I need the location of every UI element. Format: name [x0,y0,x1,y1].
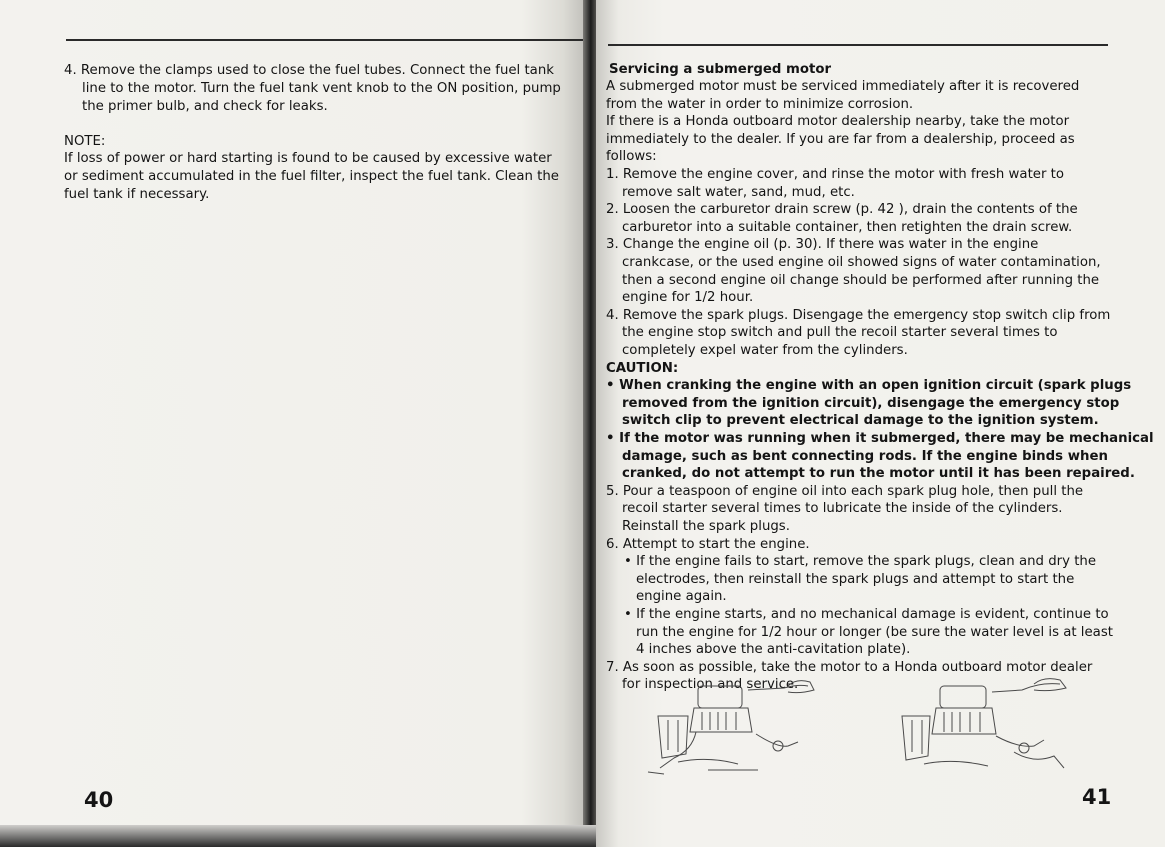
right-body-line: 7. As soon as possible, take the motor to a Honda outboard motor dealer [606,659,1093,675]
right-top-rule [608,44,1108,46]
step4-line-1: 4. Remove the clamps used to close the fuel tubes. Connect the fuel tank [64,63,554,78]
right-body-line: crankcase, or the used engine oil showed signs of water contamination, [622,255,1101,270]
right-body-line: Reinstall the spark plugs. [622,519,790,534]
page-bottom-shadow [0,825,600,847]
left-top-rule [66,39,583,41]
right-body-line: • If the engine starts, and no mechanical damage is evident, continue to [624,607,1109,622]
right-body-line: engine again. [636,589,727,605]
right-body-line: switch clip to prevent electrical damage to the ignition system. [622,413,1099,429]
right-body-line: If there is a Honda outboard motor dealership nearby, take the motor [606,114,1070,130]
page-number-right: 41 [1082,785,1112,809]
book-gutter [583,0,597,847]
right-body-line: recoil starter several times to lubricate the inside of the cylinders. [622,501,1063,517]
right-body-line: for inspection and service. [622,677,799,693]
right-body-line: completely expel water from the cylinders. [622,343,908,358]
note-line-1: If loss of power or hard starting is found to be caused by excessive water [64,151,552,166]
right-body-line: • If the motor was running when it submerged, there may be mechanical [606,431,1154,446]
right-body-line: A submerged motor must be serviced immediately after it is recovered [606,79,1080,94]
note-label: NOTE: [64,134,106,149]
right-page [596,0,1165,847]
right-body-line: carburetor into a suitable container, then retighten the drain screw. [622,219,1073,235]
right-body-line: CAUTION: [606,360,679,376]
right-body-line: then a second engine oil change should be performed after running the [622,272,1100,288]
section-heading: Servicing a submerged motor [609,62,832,77]
right-body-line: follows: [606,149,657,165]
right-body-line: the engine stop switch and pull the recoil starter several times to [622,325,1058,341]
right-body-line: from the water in order to minimize corrosion. [606,96,914,112]
right-body-line: cranked, do not attempt to run the motor until it has been repaired. [622,466,1135,482]
right-body-line: 2. Loosen the carburetor drain screw (p. 42 ), drain the contents of the [606,202,1078,218]
right-body-line: immediately to the dealer. If you are far from a dealership, proceed as [606,131,1075,147]
right-body-line: 1. Remove the engine cover, and rinse the motor with fresh water to [606,167,1065,182]
outboard-motor-illustration-left [638,672,828,782]
step4-line-3: the primer bulb, and check for leaks. [82,99,328,114]
right-body-line: 5. Pour a teaspoon of engine oil into each spark plug hole, then pull the [606,483,1084,499]
right-body-line: 6. Attempt to start the engine. [606,536,810,552]
right-body-line: 4 inches above the anti-cavitation plate). [636,642,911,658]
right-body-line: • If the engine fails to start, remove the spark plugs, clean and dry the [624,554,1097,570]
right-body-line: electrodes, then reinstall the spark plugs and attempt to start the [636,571,1075,587]
right-body-line: 3. Change the engine oil (p. 30). If there was water in the engine [606,237,1039,253]
note-line-2: or sediment accumulated in the fuel filter, inspect the fuel tank. Clean the [64,169,559,184]
right-body-line: removed from the ignition circuit), disengage the emergency stop [622,395,1120,411]
step4-line-2: line to the motor. Turn the fuel tank vent knob to the ON position, pump [82,81,561,96]
note-line-3: fuel tank if necessary. [64,187,210,202]
right-body-line: run the engine for 1/2 hour or longer (be sure the water level is at least [636,624,1113,640]
page-number-left: 40 [84,788,114,812]
outboard-motor-illustration-right [894,672,1084,782]
right-body-line: damage, such as bent connecting rods. If the engine binds when [622,448,1108,464]
right-body-line: • When cranking the engine with an open ignition circuit (spark plugs [606,378,1132,394]
right-body-line: 4. Remove the spark plugs. Disengage the emergency stop switch clip from [606,307,1111,323]
right-body-line: remove salt water, sand, mud, etc. [622,184,855,200]
right-body-line: engine for 1/2 hour. [622,290,754,306]
